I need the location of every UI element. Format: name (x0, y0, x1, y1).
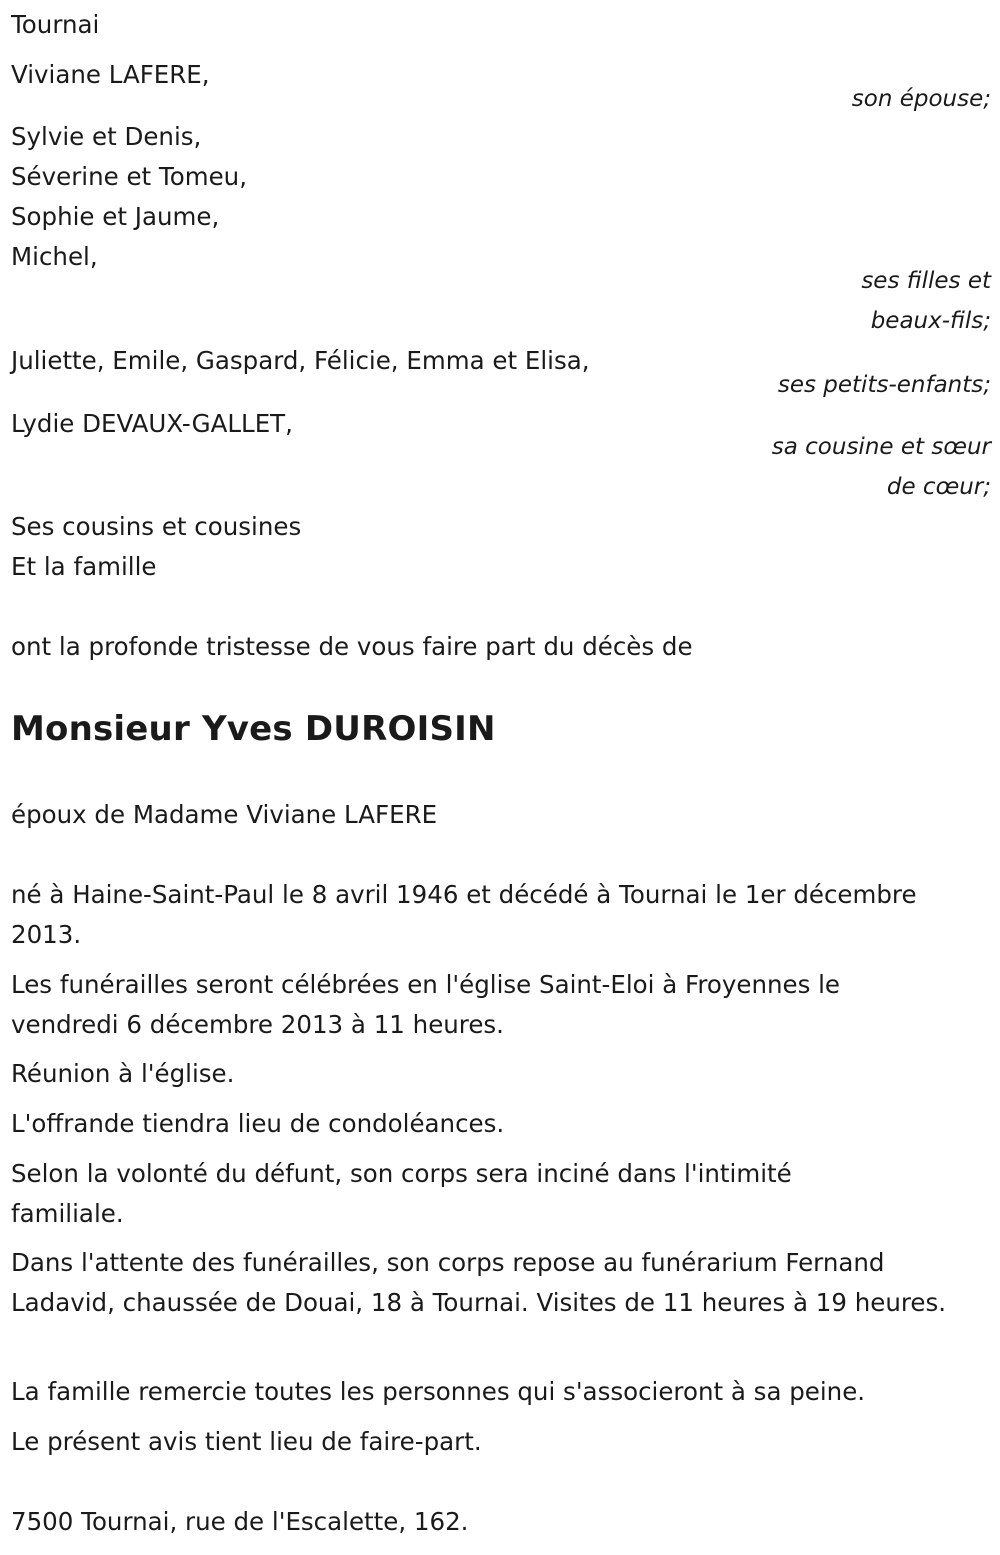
meeting-paragraph: Réunion à l'église. (11, 1059, 235, 1088)
other-relatives: Et la famille (11, 552, 157, 581)
spouse-relation: son épouse; (851, 86, 991, 112)
cousin-relation: sa cousine et sœur (771, 434, 991, 460)
cousin-name: Lydie DEVAUX-GALLET, (11, 409, 293, 438)
grandchildren-names: Juliette, Emile, Gaspard, Félicie, Emma et Elisa, (11, 346, 590, 375)
spouse-of-text: époux de Madame Viviane LAFERE (11, 800, 438, 829)
thanks-paragraph: La famille remercie toutes les personnes qui s'associeront à sa peine. (11, 1377, 866, 1406)
notice-paragraph: Le présent avis tient lieu de faire-part. (11, 1427, 482, 1456)
child-name: Sophie et Jaume, (11, 202, 220, 231)
cremation-paragraph: Selon la volonté du défunt, son corps sera inciné dans l'intimité familiale. (11, 1159, 792, 1228)
children-relation: beaux-fils; (870, 308, 991, 334)
announcement-text: ont la profonde tristesse de vous faire part du décès de (11, 632, 693, 661)
funeral-paragraph: Les funérailles seront célébrées en l'église Saint-Eloi à Froyennes le vendredi 6 décembre 2013 à 11 heures. (11, 970, 841, 1039)
child-name: Séverine et Tomeu, (11, 162, 247, 191)
cousin-relation: de cœur; (886, 474, 991, 500)
offering-paragraph: L'offrande tiendra lieu de condoléances. (11, 1109, 505, 1138)
funerarium-paragraph: Dans l'attente des funérailles, son corps repose au funérarium Fernand Ladavid, chaussée de Douai, 18 à Tournai. Visites de 11 heures à 19 heures. (11, 1248, 947, 1317)
children-relation: ses filles et (861, 268, 991, 294)
other-relatives: Ses cousins et cousines (11, 512, 302, 541)
child-name: Sylvie et Denis, (11, 122, 202, 151)
grandchildren-relation: ses petits-enfants; (777, 372, 991, 398)
deceased-name: Monsieur Yves DUROISIN (11, 709, 496, 749)
spouse-name: Viviane LAFERE, (11, 60, 210, 89)
child-name: Michel, (11, 242, 98, 271)
birth-death-paragraph: né à Haine-Saint-Paul le 8 avril 1946 et décédé à Tournai le 1er décembre 2013. (11, 880, 917, 949)
address: 7500 Tournai, rue de l'Escalette, 162. (11, 1507, 469, 1536)
city-header: Tournai (11, 10, 100, 39)
